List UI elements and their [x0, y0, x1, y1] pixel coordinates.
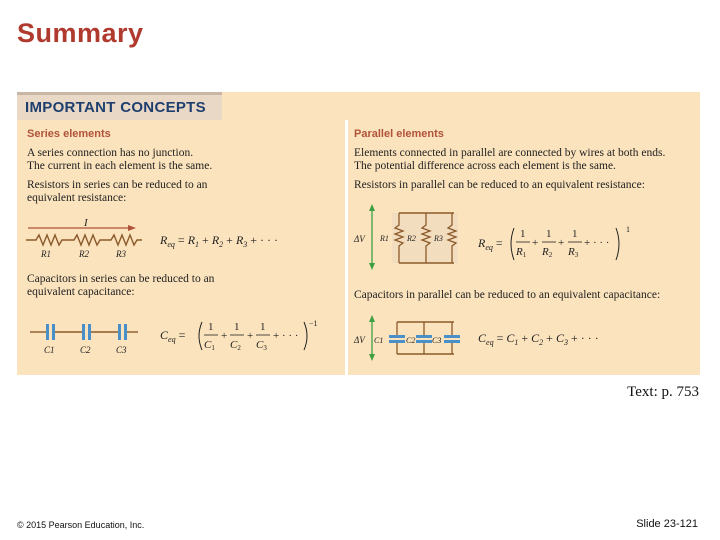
parallel-resistor-equation [476, 224, 636, 264]
parallel-resistor-diagram [352, 203, 467, 275]
svg-text:1: 1 [546, 228, 552, 240]
series-r2-label: R2 [79, 249, 89, 259]
svg-text:1: 1 [626, 225, 630, 234]
series-c2-label: C2 [80, 345, 91, 355]
series-r3-label: R3 [116, 249, 126, 259]
series-capacitor-diagram [30, 318, 140, 358]
svg-text:+: + [221, 330, 228, 342]
series-c3-plate-b [124, 324, 127, 340]
svg-text:+: + [532, 237, 539, 249]
series-c1-label: C1 [44, 345, 55, 355]
svg-text:1: 1 [260, 321, 266, 333]
tab-label: IMPORTANT CONCEPTS [25, 99, 206, 116]
svg-text:R1: R1 [516, 246, 527, 259]
series-line-2: The current in each element is the same. [27, 160, 213, 172]
parallel-line-1: Elements connected in parallel are connected by wires at both ends. [354, 147, 666, 159]
svg-text:+: + [558, 237, 565, 249]
svg-text:1: 1 [572, 228, 578, 240]
voltage-label-r: ΔV [354, 234, 365, 244]
parallel-c3-label: C3 [432, 336, 442, 345]
series-cap-line-1: Capacitors in series can be reduced to an [27, 273, 215, 285]
parallel-r1-label: R1 [380, 234, 389, 243]
parallel-c3-plate-a [444, 335, 460, 338]
series-line-1: A series connection has no junction. [27, 147, 194, 159]
svg-text:Req =: $R_{eq}$ = [478, 236, 503, 252]
svg-text:1: 1 [234, 321, 240, 333]
parallel-c2-plate-a [416, 335, 432, 338]
parallel-capacitor-text: Capacitors in parallel can be reduced to an equivalent capacitance: [354, 289, 661, 301]
series-capacitor-equation [158, 316, 328, 356]
series-c2-plate-b [88, 324, 91, 340]
series-c2-plate-a [82, 324, 85, 340]
parallel-capacitor-equation [476, 328, 616, 348]
column-divider [345, 120, 348, 375]
series-column [27, 128, 337, 205]
series-capacitor-text [27, 273, 337, 299]
parallel-line-3: Resistors in parallel can be reduced to an equivalent resistance: [354, 179, 645, 191]
series-c3-label: C3 [116, 345, 127, 355]
voltage-label-c: ΔV [354, 335, 365, 345]
svg-text:Ceq = C1 + C2 + C3 + · · ·: $C_{eq} = C_1 + C_2 + C_3$ + · · · [478, 331, 599, 347]
parallel-line-2: The potential difference across each element is the same. [354, 160, 616, 172]
parallel-c1-plate-a [389, 335, 405, 338]
series-line-4: equivalent resistance: [27, 192, 127, 204]
parallel-c1-plate-b [389, 340, 405, 343]
series-c3-plate-a [118, 324, 121, 340]
series-line-3: Resistors in series can be reduced to an [27, 179, 208, 191]
series-r1-label: R1 [41, 249, 51, 259]
slide-title: Summary [17, 18, 144, 48]
parallel-c3-plate-b [444, 340, 460, 343]
series-resistor-equation [158, 230, 308, 250]
current-arrow-head [128, 225, 136, 231]
svg-text:−1: −1 [309, 319, 318, 328]
svg-text:C3: C3 [256, 339, 267, 352]
parallel-column [354, 128, 699, 192]
parallel-r3-label: R3 [434, 234, 443, 243]
svg-text:R2: R2 [542, 246, 553, 259]
text-reference: Text: p. 753 [627, 384, 699, 400]
parallel-c1-label: C1 [374, 336, 384, 345]
parallel-r2-label: R2 [407, 234, 416, 243]
svg-text:R3: R3 [568, 246, 579, 259]
slide-number: Slide 23-121 [636, 518, 698, 530]
svg-text:C1: C1 [204, 339, 215, 352]
series-resistor-diagram [24, 216, 144, 264]
current-label: I [84, 217, 88, 229]
copyright-notice: © 2015 Pearson Education, Inc. [17, 520, 145, 530]
svg-text:Req = R1 + R2 + R3 + · · ·: $R_{eq} = R_1 + R_2 + R_3$ + · · · [160, 233, 279, 249]
svg-text:+ · · ·: + · · · [273, 330, 299, 342]
series-heading: Series elements [27, 128, 111, 140]
svg-text:C2: C2 [230, 339, 241, 352]
series-resistor-chain [26, 235, 142, 245]
parallel-heading: Parallel elements [354, 128, 444, 140]
series-cap-line-2: equivalent capacitance: [27, 286, 135, 298]
svg-text:1: 1 [520, 228, 526, 240]
svg-text:1: 1 [208, 321, 214, 333]
svg-text:+: + [247, 330, 254, 342]
series-c1-plate-a [46, 324, 49, 340]
svg-text:+ · · ·: + · · · [584, 237, 610, 249]
series-c1-plate-b [52, 324, 55, 340]
parallel-c2-label: C2 [406, 336, 416, 345]
parallel-capacitor-diagram [352, 314, 467, 364]
parallel-c2-plate-b [416, 340, 432, 343]
important-concepts-tab [17, 92, 222, 120]
svg-text:Ceq =: $C_{eq}$ = [160, 328, 186, 344]
